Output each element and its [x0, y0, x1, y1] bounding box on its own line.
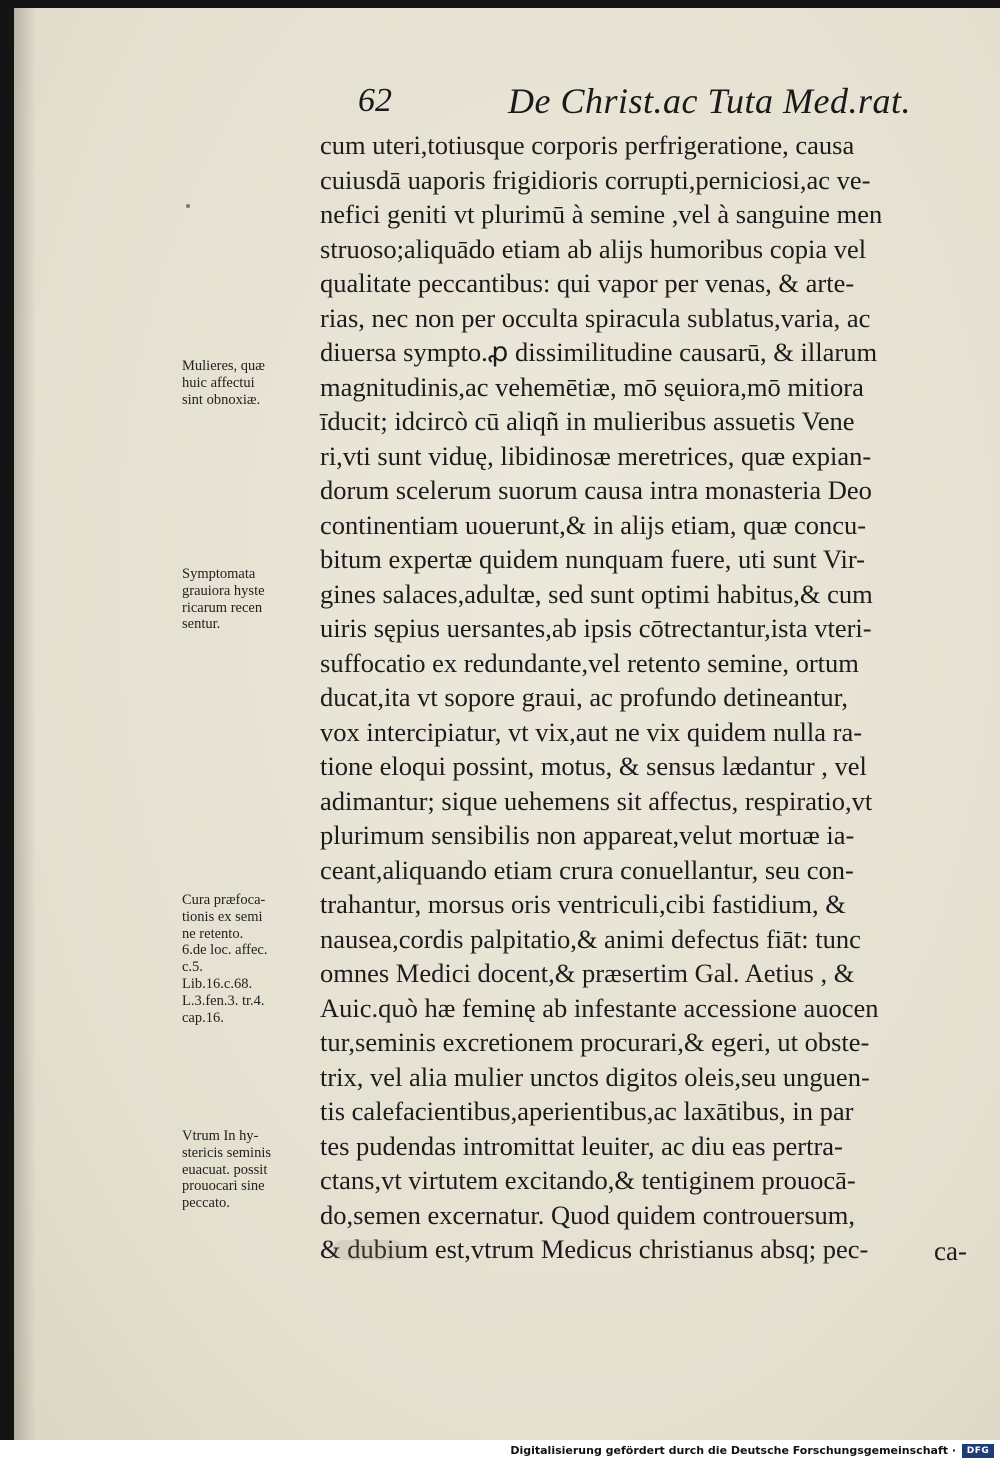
margin-note-line: L.3.fen.3. tr.4. — [182, 992, 265, 1009]
ink-dot — [186, 204, 190, 208]
margin-note-line: Symptomata — [182, 566, 256, 582]
ink-smudge — [333, 1240, 403, 1260]
margin-note-line: ne retento. — [182, 925, 244, 942]
margin-note-line: peccato. — [182, 1195, 230, 1212]
text-line: trix, vel alia mulier unctos digitos oleis,seu unguen- — [320, 1061, 870, 1092]
margin-note-line: 6.de loc. affec. — [182, 942, 268, 959]
text-line: tes pudendas intromittat leuiter, ac diu eas pertra- — [320, 1130, 843, 1161]
text-line: rias, nec non per occulta spiracula sublatus,varia, ac — [320, 302, 871, 333]
text-line: cuiusdā uaporis frigidioris corrupti,perniciosi,ac ve- — [320, 164, 871, 195]
text-line: tis calefacientibus,aperientibus,ac laxātibus, in par — [320, 1096, 854, 1126]
text-line: ceant,aliquando etiam crura conuellantur, seu con- — [320, 854, 854, 885]
margin-note — [182, 1128, 308, 1212]
margin-note — [182, 566, 308, 633]
margin-note-line: grauiora hyste — [182, 582, 265, 599]
text-line: nefici geniti vt plurimū à semine ,vel à sanguine men — [320, 199, 883, 229]
text-line: īducit; idcircò cū aliqñ in mulieribus assuetis Vene — [320, 406, 855, 436]
margin-note — [182, 892, 308, 1026]
margin-note-line: tionis ex semi — [182, 908, 263, 925]
text-line: dorum scelerum suorum causa intra monasteria Deo — [320, 475, 872, 505]
funding-credit: Digitalisierung gefördert durch die Deutsche Forschungsgemeinschaft · — [510, 1444, 956, 1457]
margin-note-line: cap.16. — [182, 1009, 224, 1026]
margin-note-line: c.5. — [182, 959, 203, 976]
text-line: cum uteri,totiusque corporis perfrigeratione, causa — [320, 130, 855, 160]
margin-note-line: huic affectui — [182, 374, 255, 391]
text-line: adimantur; sique uehemens sit affectus, respiratio,vt — [320, 785, 873, 816]
text-line: gines salaces,adultæ, sed sunt optimi habitus,& cum — [320, 578, 873, 609]
text-line: qualitate peccantibus: qui vapor per venas, & arte- — [320, 268, 855, 298]
running-title: De Christ.ac Tuta Med.rat. — [508, 81, 912, 121]
margin-note-line: Lib.16.c.68. — [182, 975, 253, 992]
text-line: uiris sępius uersantes,ab ipsis cōtrectantur,ista vteri- — [320, 613, 872, 643]
text-line: bitum expertæ quidem nunquam fuere, uti sunt Vir- — [320, 544, 865, 574]
text-line: tione eloqui possint, motus, & sensus lædantur , vel — [320, 751, 867, 781]
text-line: Auic.quò hæ feminę ab infestante accessione auocen — [320, 992, 879, 1023]
margin-note-line: euacuat. possit — [182, 1161, 268, 1178]
margin-note-line: Vtrum In hy- — [182, 1128, 259, 1144]
margin-note-line: sint obnoxiæ. — [182, 391, 261, 408]
footer-bar — [0, 1440, 1000, 1462]
text-line: omnes Medici docent,& præsertim Gal. Aetius , & — [320, 958, 855, 988]
margin-note-line: prouocari sine — [182, 1178, 265, 1195]
margin-note — [182, 358, 308, 408]
text-line: magnitudinis,ac vehemētiæ, mō sęuiora,mō mitiora — [320, 371, 864, 402]
margin-note-line: Mulieres, quæ — [182, 358, 265, 374]
text-line: ducat,ita vt sopore graui, ac profundo detineantur, — [320, 682, 849, 712]
text-line: continentiam uouerunt,& in alijs etiam, quæ concu- — [320, 509, 867, 540]
body-text — [320, 128, 992, 1267]
gutter-shadow — [14, 8, 36, 1440]
margin-note-line: stericis seminis — [182, 1144, 272, 1161]
text-line: nausea,cordis palpitatio,& animi defectus fiāt: tunc — [320, 923, 861, 954]
text-line: diuersa sympto.ꝓ dissimilitudine causarū, & illarum — [320, 337, 878, 367]
text-line: trahantur, morsus oris ventriculi,cibi fastidium, & — [320, 889, 846, 919]
text-line: vox intercipiatur, vt vix,aut ne vix quidem nulla ra- — [320, 716, 863, 747]
running-head — [358, 78, 918, 126]
page-number: 62 — [358, 82, 392, 119]
text-line: ctans,vt virtutem excitando,& tentiginem prouocā- — [320, 1165, 856, 1195]
text-line: plurimum sensibilis non appareat,velut mortuæ ia- — [320, 820, 855, 850]
margin-note-line: Cura præfoca- — [182, 892, 266, 908]
dfg-logo: DFG — [962, 1444, 994, 1458]
text-line: ri,vti sunt viduę, libidinosæ meretrices, quæ expian- — [320, 440, 872, 471]
margin-note-line: ricarum recen — [182, 599, 263, 616]
margin-note-line: sentur. — [182, 616, 221, 633]
text-line: & dubium est,vtrum Medicus christianus absq; pec- — [320, 1234, 869, 1264]
catchword: ca- — [934, 1236, 967, 1266]
text-line: suffocatio ex redundante,vel retento semine, ortum — [320, 647, 859, 678]
text-line: tur,seminis excretionem procurari,& egeri, ut obste- — [320, 1027, 870, 1057]
text-line: do,semen excernatur. Quod quidem controuersum, — [320, 1199, 856, 1230]
text-line: struoso;aliquādo etiam ab alijs humoribus copia vel — [320, 233, 867, 264]
